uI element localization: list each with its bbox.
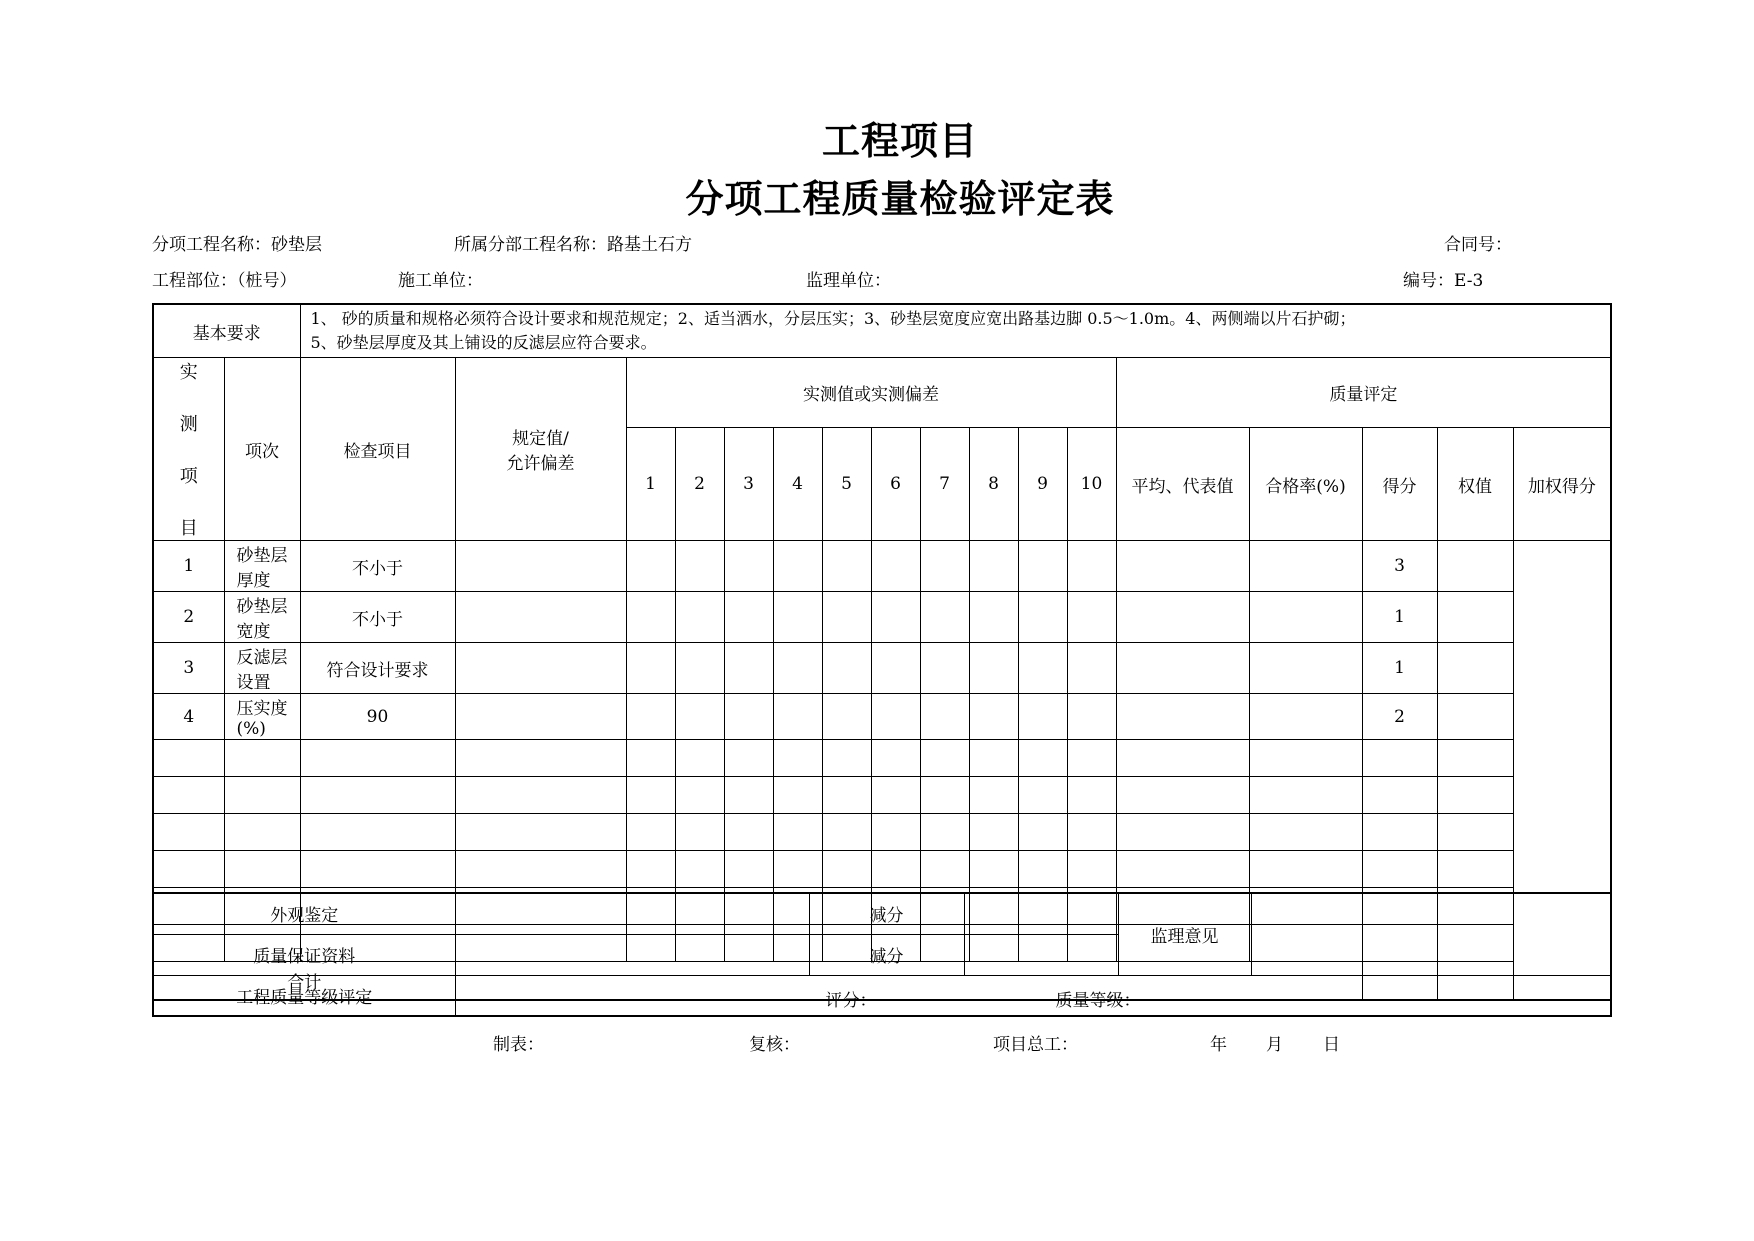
header-spec xyxy=(455,358,626,541)
measure-cell[interactable] xyxy=(920,694,969,740)
measure-cell[interactable] xyxy=(969,851,1018,888)
measure-cell[interactable] xyxy=(724,694,773,740)
page-title: 工程项目 xyxy=(821,119,978,163)
pass-rate-cell[interactable] xyxy=(1116,740,1249,777)
header-weight: 权值 xyxy=(1437,428,1513,541)
header-avg: 平均、代表值 xyxy=(1116,428,1249,541)
measure-cell[interactable] xyxy=(773,851,822,888)
row-check-item: 砂垫层宽度 xyxy=(224,592,300,643)
row-weight: 3 xyxy=(1362,541,1437,592)
measure-cell[interactable] xyxy=(773,541,822,592)
score-cell[interactable] xyxy=(1249,541,1362,592)
score-cell[interactable] xyxy=(1249,740,1362,777)
grade-row xyxy=(153,975,1611,1016)
header-col-8: 8 xyxy=(969,428,1018,541)
header-col-1: 1 xyxy=(626,428,675,541)
division-name: 所属分部工程名称：路基土石方 xyxy=(454,235,692,255)
row-spec xyxy=(300,777,455,814)
row-spec xyxy=(300,814,455,851)
grade-eval-label: 工程质量等级评定 xyxy=(153,975,455,1016)
row-item-no xyxy=(153,740,224,777)
measure-cell[interactable] xyxy=(675,541,724,592)
measure-cell[interactable] xyxy=(773,740,822,777)
pass-rate-cell[interactable] xyxy=(1116,777,1249,814)
header-pass-rate: 合格率(%) xyxy=(1249,428,1362,541)
measure-cell[interactable] xyxy=(871,643,920,694)
measure-cell[interactable] xyxy=(773,592,822,643)
measure-cell[interactable] xyxy=(773,694,822,740)
contract-number: 合同号： xyxy=(1444,235,1512,255)
total-label: 合计 xyxy=(153,962,455,1000)
measure-cell[interactable] xyxy=(626,814,675,851)
sub-project-name: 分项工程名称：砂垫层 xyxy=(152,235,322,255)
section-char: 实 xyxy=(179,362,198,383)
header-check-item: 检查项目 xyxy=(300,358,455,541)
measure-cell[interactable] xyxy=(455,814,626,851)
deduct-label-2: 减分 xyxy=(809,934,964,975)
measure-cell[interactable] xyxy=(920,851,969,888)
measure-cell[interactable] xyxy=(455,851,626,888)
header-col-6: 6 xyxy=(871,428,920,541)
measure-cell[interactable] xyxy=(871,851,920,888)
measure-cell[interactable] xyxy=(920,592,969,643)
month-label: 月 xyxy=(1266,1035,1283,1055)
measure-cell[interactable] xyxy=(822,851,871,888)
pass-rate-cell[interactable] xyxy=(1116,592,1249,643)
measure-cell[interactable] xyxy=(969,694,1018,740)
grade-eval-value[interactable] xyxy=(455,975,1611,1016)
row-item-no: 1 xyxy=(153,541,224,592)
appearance-value[interactable] xyxy=(455,893,809,934)
grade-label: 质量等级： xyxy=(1055,990,1141,1011)
measure-cell[interactable] xyxy=(626,592,675,643)
measure-cell[interactable] xyxy=(675,643,724,694)
table-row xyxy=(153,814,1611,851)
measure-cell[interactable] xyxy=(724,814,773,851)
row-spec xyxy=(300,740,455,777)
table-row xyxy=(153,777,1611,814)
pass-rate-cell[interactable] xyxy=(1116,694,1249,740)
score-cell[interactable] xyxy=(1249,643,1362,694)
weighted-score-cell[interactable] xyxy=(1437,777,1513,814)
score-cell[interactable] xyxy=(1249,777,1362,814)
measure-cell[interactable] xyxy=(724,643,773,694)
row-spec: 不小于 xyxy=(300,541,455,592)
spec-line-1: 规定值/ xyxy=(512,429,569,449)
row-spec xyxy=(300,851,455,888)
measure-cell[interactable] xyxy=(455,592,626,643)
measure-cell[interactable] xyxy=(920,777,969,814)
row-item-no: 3 xyxy=(153,643,224,694)
row-item-no xyxy=(153,777,224,814)
measure-cell[interactable] xyxy=(969,541,1018,592)
measure-cell[interactable] xyxy=(871,592,920,643)
measure-cell[interactable] xyxy=(822,740,871,777)
measure-cell[interactable] xyxy=(626,740,675,777)
pass-rate-cell[interactable] xyxy=(1116,541,1249,592)
row-check-item xyxy=(224,814,300,851)
requirements-label: 基本要求 xyxy=(153,304,300,358)
measure-cell[interactable] xyxy=(1018,694,1067,740)
weighted-score-cell[interactable] xyxy=(1437,592,1513,643)
measure-cell[interactable] xyxy=(773,814,822,851)
deduct-value-2[interactable] xyxy=(964,934,1118,975)
row-item-no: 2 xyxy=(153,592,224,643)
measure-cell[interactable] xyxy=(1018,541,1067,592)
project-location: 工程部位：（桩号） xyxy=(152,271,297,291)
avg-cell[interactable] xyxy=(1067,694,1116,740)
section-label xyxy=(153,358,224,541)
measure-cell[interactable] xyxy=(920,643,969,694)
spec-line-2: 允许偏差 xyxy=(506,454,575,474)
measure-cell[interactable] xyxy=(455,740,626,777)
row-weight: 1 xyxy=(1362,592,1437,643)
deduct-label-1: 减分 xyxy=(809,893,964,934)
measure-cell[interactable] xyxy=(969,740,1018,777)
quality-docs-value[interactable] xyxy=(455,934,809,975)
row-check-item xyxy=(224,851,300,888)
row-spec: 不小于 xyxy=(300,592,455,643)
row-check-item: 反滤层设置 xyxy=(224,643,300,694)
row-check-item xyxy=(224,777,300,814)
measure-cell[interactable] xyxy=(1018,740,1067,777)
measure-cell[interactable] xyxy=(675,851,724,888)
measure-cell[interactable] xyxy=(773,777,822,814)
avg-cell[interactable] xyxy=(1067,740,1116,777)
deduct-value-1[interactable] xyxy=(964,893,1118,934)
measure-cell[interactable] xyxy=(920,541,969,592)
score-cell[interactable] xyxy=(1249,694,1362,740)
row-item-no xyxy=(153,851,224,888)
section-char: 目 xyxy=(179,518,198,539)
header-col-7: 7 xyxy=(920,428,969,541)
construction-unit: 施工单位： xyxy=(398,271,483,291)
measure-cell[interactable] xyxy=(675,814,724,851)
measure-cell[interactable] xyxy=(871,694,920,740)
measure-cell[interactable] xyxy=(1018,851,1067,888)
measure-cell[interactable] xyxy=(724,592,773,643)
measure-cell[interactable] xyxy=(675,694,724,740)
measure-cell[interactable] xyxy=(675,777,724,814)
row-weight xyxy=(1362,814,1437,851)
header-measured: 实测值或实测偏差 xyxy=(626,358,1116,428)
row-weight xyxy=(1362,851,1437,888)
requirements-line-1: 1、 砂的质量和规格必须符合设计要求和规范规定；2、适当洒水，分层压实；3、砂垫层宽度应宽出路基边脚 0.5～1.0m。4、两侧端以片石护砌； xyxy=(310,309,1356,328)
score-cell[interactable] xyxy=(1249,814,1362,851)
score-label: 评分： xyxy=(825,990,877,1011)
score-cell[interactable] xyxy=(1249,851,1362,888)
supervision-value[interactable] xyxy=(1251,893,1611,975)
measure-cell[interactable] xyxy=(822,592,871,643)
measure-cell[interactable] xyxy=(626,643,675,694)
weighted-score-cell[interactable] xyxy=(1437,851,1513,888)
measure-cell[interactable] xyxy=(724,851,773,888)
avg-cell[interactable] xyxy=(1067,592,1116,643)
header-col-9: 9 xyxy=(1018,428,1067,541)
table-row xyxy=(153,694,1611,740)
table-row xyxy=(153,851,1611,888)
avg-cell[interactable] xyxy=(1067,777,1116,814)
measure-cell[interactable] xyxy=(1018,592,1067,643)
measure-cell[interactable] xyxy=(675,592,724,643)
score-cell[interactable] xyxy=(1249,592,1362,643)
measure-cell[interactable] xyxy=(920,740,969,777)
measure-cell[interactable] xyxy=(626,777,675,814)
table-row xyxy=(153,740,1611,777)
measure-cell[interactable] xyxy=(920,814,969,851)
day-label: 日 xyxy=(1323,1035,1340,1055)
measure-cell[interactable] xyxy=(455,777,626,814)
measure-cell[interactable] xyxy=(1018,814,1067,851)
measure-cell[interactable] xyxy=(626,694,675,740)
header-row-1 xyxy=(153,358,1611,428)
row-weight xyxy=(1362,740,1437,777)
measure-cell[interactable] xyxy=(871,814,920,851)
section-char: 测 xyxy=(179,414,198,435)
row-check-item: 砂垫层厚度 xyxy=(224,541,300,592)
pass-rate-cell[interactable] xyxy=(1116,643,1249,694)
row-weight xyxy=(1362,777,1437,814)
form-code: 编号：E-3 xyxy=(1403,271,1484,291)
row-check-item: 压实度(%) xyxy=(224,694,300,740)
measure-cell[interactable] xyxy=(626,851,675,888)
appearance-row xyxy=(153,893,1611,934)
row-weight: 1 xyxy=(1362,643,1437,694)
appearance-label: 外观鉴定 xyxy=(153,893,455,934)
weighted-score-cell[interactable] xyxy=(1437,541,1513,592)
measure-cell[interactable] xyxy=(773,643,822,694)
avg-cell[interactable] xyxy=(1067,851,1116,888)
row-weight: 2 xyxy=(1362,694,1437,740)
pass-rate-cell[interactable] xyxy=(1116,851,1249,888)
row-spec: 90 xyxy=(300,694,455,740)
avg-cell[interactable] xyxy=(1067,814,1116,851)
row-spec: 符合设计要求 xyxy=(300,643,455,694)
table-row xyxy=(153,541,1611,592)
row-item-no: 4 xyxy=(153,694,224,740)
chief-engineer-label: 项目总工： xyxy=(993,1035,1078,1055)
weighted-score-cell[interactable] xyxy=(1437,740,1513,777)
table-row xyxy=(153,643,1611,694)
measure-cell[interactable] xyxy=(1018,777,1067,814)
avg-cell[interactable] xyxy=(1067,643,1116,694)
header-weighted: 加权得分 xyxy=(1513,428,1611,541)
supervision-unit: 监理单位： xyxy=(806,271,891,291)
header-quality: 质量评定 xyxy=(1116,358,1611,428)
measure-cell[interactable] xyxy=(969,643,1018,694)
measure-cell[interactable] xyxy=(822,541,871,592)
section-char: 项 xyxy=(179,466,198,487)
weighted-score-cell[interactable] xyxy=(1437,643,1513,694)
reviewed-label: 复核： xyxy=(749,1035,800,1055)
pass-rate-cell[interactable] xyxy=(1116,814,1249,851)
quality-docs-label: 质量保证资料 xyxy=(153,934,455,975)
measure-cell[interactable] xyxy=(724,777,773,814)
header-item-no: 项次 xyxy=(224,358,300,541)
year-label: 年 xyxy=(1210,1035,1227,1055)
requirements-text xyxy=(300,304,1611,358)
header-col-2: 2 xyxy=(675,428,724,541)
measure-cell[interactable] xyxy=(724,740,773,777)
measure-cell[interactable] xyxy=(871,777,920,814)
measure-cell[interactable] xyxy=(455,541,626,592)
avg-cell[interactable] xyxy=(1067,541,1116,592)
row-item-no xyxy=(153,814,224,851)
measure-cell[interactable] xyxy=(969,592,1018,643)
table-row xyxy=(153,592,1611,643)
measure-cell[interactable] xyxy=(626,541,675,592)
measure-cell[interactable] xyxy=(871,740,920,777)
measure-cell[interactable] xyxy=(969,814,1018,851)
supervision-label: 监理意见 xyxy=(1118,893,1251,975)
header-score: 得分 xyxy=(1362,428,1437,541)
measure-cell[interactable] xyxy=(822,777,871,814)
header-col-5: 5 xyxy=(822,428,871,541)
measure-cell[interactable] xyxy=(969,777,1018,814)
measure-cell[interactable] xyxy=(822,643,871,694)
measure-cell[interactable] xyxy=(1018,643,1067,694)
weighted-score-cell[interactable] xyxy=(1437,694,1513,740)
header-col-4: 4 xyxy=(773,428,822,541)
requirements-line-2: 5、砂垫层厚度及其上铺设的反滤层应符合要求。 xyxy=(310,333,657,352)
header-col-10: 10 xyxy=(1067,428,1116,541)
assessment-table xyxy=(152,892,1612,1017)
made-by-label: 制表： xyxy=(493,1035,544,1055)
measure-cell[interactable] xyxy=(455,643,626,694)
measure-cell[interactable] xyxy=(724,541,773,592)
measure-cell[interactable] xyxy=(822,814,871,851)
measure-cell[interactable] xyxy=(822,694,871,740)
measure-cell[interactable] xyxy=(871,541,920,592)
form-title: 分项工程质量检验评定表 xyxy=(685,177,1115,221)
measure-cell[interactable] xyxy=(455,694,626,740)
requirements-row xyxy=(153,304,1611,358)
row-check-item xyxy=(224,740,300,777)
measure-cell[interactable] xyxy=(675,740,724,777)
weighted-score-cell[interactable] xyxy=(1437,814,1513,851)
header-col-3: 3 xyxy=(724,428,773,541)
